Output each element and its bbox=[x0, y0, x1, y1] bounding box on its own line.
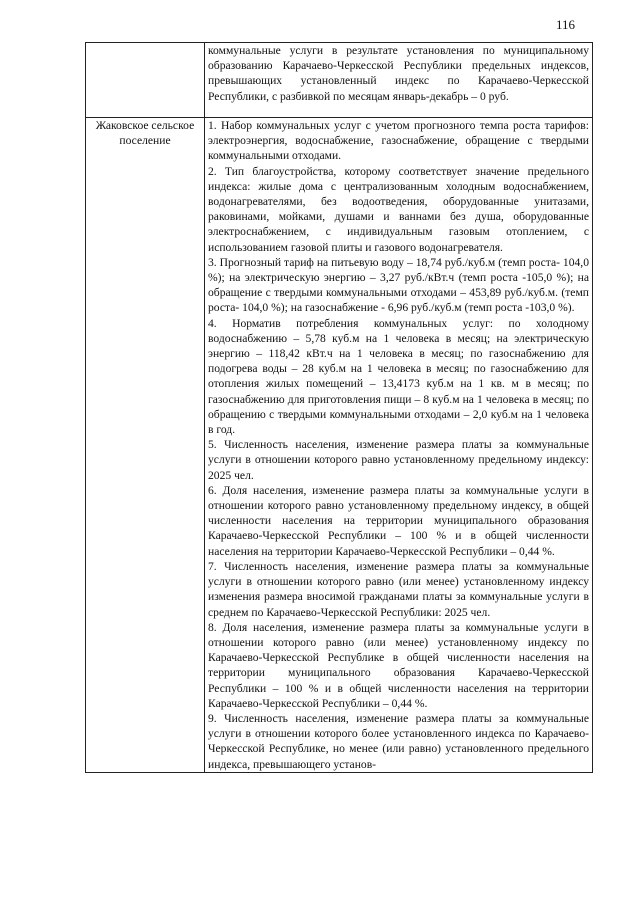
paragraph: 3. Прогнозный тариф на питьевую воду – 18,74 руб./куб.м (темп роста- 104,0 %); на электрическую энергию – 3,27 руб./кВт.ч (темп роста -105,0 %); на обращение с твердыми коммунальными отходами – 453,89 руб./куб.м. (темп роста- 104,0 %); на газоснабжение - 6,96 руб./куб.м (темп роста -103,0 %). bbox=[208, 255, 589, 315]
page-number: 116 bbox=[556, 17, 576, 32]
paragraph: 4. Норматив потребления коммунальных услуг: по холодному водоснабжению – 5,78 куб.м на 1 человека в месяц; на электрическую энергию – 118,42 кВт.ч на 1 человека в месяц; по газоснабжению для подогрева воды – 28 куб.м на 1 человека в месяц; по газоснабжению для отопления жилых помещений – 13,4173 куб.м на 1 кв. м в месяц; по газоснабжению для приготовления пищи – 8 куб.м на 1 человека в месяц; по обращению с твердыми коммунальными отходами – 2,0 куб.м на 1 человека в год. bbox=[208, 316, 589, 437]
paragraph: 6. Доля населения, изменение размера платы за коммунальные услуги в отношении которого равно установленному предельному индексу, в общей численности населения на территории муниципального образования Карачаево-Черкесской Республики – 100 % и в общей численности населения на территории Карачаево-Черкесской Республики – 0,44 %. bbox=[208, 483, 589, 558]
paragraph: 1. Набор коммунальных услуг с учетом прогнозного темпа роста тарифов: электроэнергия, водоснабжение, газоснабжение, обращение с твердыми коммунальными отходами. bbox=[208, 119, 589, 163]
table-row bbox=[86, 43, 593, 118]
document-table bbox=[85, 42, 593, 773]
paragraph: коммунальные услуги в результате установления по муниципальному образованию Карачаево-Черкесской Республики предельных индексов, превышающих установленный индекс по Карачаево-Черкесской Республики, с разбивкой по месяцам январь-декабрь – 0 руб. bbox=[208, 44, 589, 103]
settlement-name: Жаковское сельское поселение bbox=[86, 118, 205, 773]
table-row bbox=[86, 118, 593, 773]
paragraph: 7. Численность населения, изменение размера платы за коммунальные услуги в отношении которого равно (или менее) установленному индексу изменения размера вносимой гражданами платы за коммунальные услуги в среднем по Карачаево-Черкесской Республики: 2025 чел. bbox=[208, 559, 589, 619]
paragraph: 9. Численность населения, изменение размера платы за коммунальные услуги в отношении которого более установленного индекса по Карачаево-Черкесской Республике, но менее (или равно) установленного предельного индекса, превышающего установ- bbox=[208, 711, 589, 771]
description-cell bbox=[205, 43, 593, 118]
paragraph: 5. Численность населения, изменение размера платы за коммунальные услуги в отношении которого равно установленному предельному индексу: 2025 чел. bbox=[208, 438, 589, 482]
paragraph: 8. Доля населения, изменение размера платы за коммунальные услуги в отношении которого равно (или менее) установленному индексу по Карачаево-Черкесской Республике в общей численности населения на территории муниципального образования Карачаево-Черкесской Республики – 100 % и в общей численности населения на территории Карачаево-Черкесской Республики – 0,44 %. bbox=[208, 620, 589, 710]
paragraph: 2. Тип благоустройства, которому соответствует значение предельного индекса: жилые дома с централизованным холодным водоснабжением, водонагревателями, без водоотведения, оборудованные унитазами, раковинами, мойками, душами и ваннами без душа, оборудованные электроснабжением, с индивидуальным газовым отоплением, с использованием газовой плиты и газового водонагревателя. bbox=[208, 164, 589, 254]
description-cell bbox=[205, 118, 593, 773]
settlement-name bbox=[86, 43, 205, 118]
